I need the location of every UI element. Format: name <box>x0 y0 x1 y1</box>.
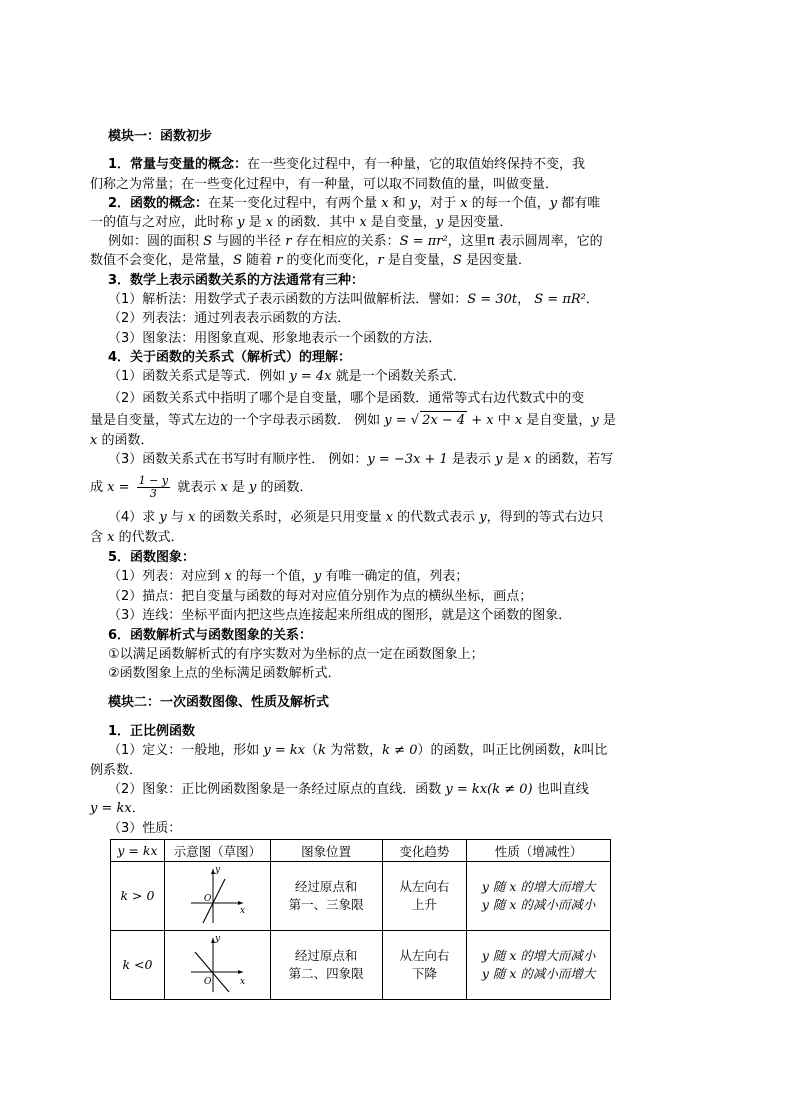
graph-cell <box>164 862 270 931</box>
p4-t: 的函数． <box>256 480 313 495</box>
var-x: x <box>381 196 389 211</box>
var-x: x <box>107 530 115 545</box>
img-line2 <box>90 800 145 817</box>
p2-t: 是 <box>244 215 266 230</box>
def-line1 <box>108 742 607 759</box>
img-line1 <box>108 781 589 798</box>
trend-cell <box>382 862 467 931</box>
p4-t: 是 <box>502 452 524 467</box>
header-cell: 图象位置 <box>270 840 382 862</box>
var-x: x <box>523 452 532 467</box>
cond-cell: k > 0 <box>111 862 165 931</box>
origin-label: O <box>204 893 212 904</box>
var-y: y <box>313 569 322 584</box>
formula-y-kx: y = kx <box>263 743 306 758</box>
property-cell <box>467 931 611 1000</box>
p4-t: 与 <box>166 510 189 525</box>
var-x: x <box>220 480 228 495</box>
p2-t: 随着 <box>241 253 277 268</box>
trend-cell <box>382 931 467 1000</box>
header-cell: y = kx <box>111 840 165 862</box>
trend-line2: 上升 <box>411 897 437 912</box>
var-x: x <box>188 510 196 525</box>
p4-item4-line2 <box>90 529 184 546</box>
p4-item3-line1 <box>108 451 613 468</box>
p4-t: ，得到的等式右边只 <box>486 510 604 525</box>
condition-k-nonzero: k ≠ 0 <box>382 743 418 758</box>
position-cell <box>270 931 382 1000</box>
var-x: x <box>224 569 232 584</box>
p2-t: 的函数．其中 <box>273 215 360 230</box>
axis-label-y: y <box>215 864 221 875</box>
p3-t: （1）解析法：用数学式子表示函数的方法叫做解析法．譬如： <box>108 292 468 307</box>
graph-cell <box>164 931 270 1000</box>
def-line2: 例系数． <box>90 763 143 778</box>
var-y: y <box>409 196 418 211</box>
position-line2: 第二、四象限 <box>288 966 364 981</box>
var-x: x <box>107 480 115 495</box>
var-y: y <box>159 510 167 525</box>
p4-t: 量是自变量，等式左边的一个字母表示函数． 例如 <box>90 413 385 428</box>
trend-line1: 从左向右 <box>399 948 450 963</box>
p5-item2: （2）描点：把自变量与函数的每对对应值分别作为点的横纵坐标，画点； <box>108 589 533 604</box>
table-header-row <box>111 840 611 862</box>
axis-label-y: y <box>215 933 221 944</box>
fraction <box>137 475 170 500</box>
fraction-numerator: 1 − y <box>138 474 169 487</box>
p4-item2-line3 <box>90 432 153 449</box>
position-line2: 第一、三象限 <box>288 897 364 912</box>
m2-t: （1）定义：一般地，形如 <box>108 743 264 758</box>
var-y: y <box>435 215 444 230</box>
p2-t: 是因变量． <box>443 215 513 230</box>
p6-heading: 6．函数解析式与函数图象的关系： <box>108 628 313 643</box>
p4-item3-line2 <box>90 475 312 500</box>
p5-item1 <box>108 568 468 585</box>
p5-heading: 5．函数图象： <box>108 550 196 565</box>
p5-t: 有唯一确定的值，列表； <box>321 569 469 584</box>
p2-t: 是因变量． <box>461 253 531 268</box>
table-row-k-negative <box>111 931 611 1000</box>
p4-t: 就是一个函数关系式． <box>331 369 466 384</box>
property-cell <box>467 862 611 931</box>
var-S: S <box>452 253 462 268</box>
props-label: （3）性质： <box>108 821 182 836</box>
p2-heading: 2．函数的概念： <box>108 196 209 211</box>
p2-t: 与圆的半径 <box>212 234 286 249</box>
p4-t: 的函数． <box>97 433 154 448</box>
p1-heading: 1．常量与变量的概念： <box>108 157 248 172</box>
p4-t: 中 <box>493 413 515 428</box>
p3-item1 <box>108 291 599 308</box>
fraction-denominator: 3 <box>149 487 157 500</box>
property-line2: y 随 x 的减小而减小 <box>481 897 596 912</box>
p4-item2-line2 <box>90 411 616 429</box>
p2-t: 都有唯 <box>557 196 601 211</box>
x-axis-arrow-icon <box>238 970 243 974</box>
p2-t: 的每一个值， <box>467 196 550 211</box>
var-x: x <box>90 433 98 448</box>
p4-t: 是 <box>227 480 249 495</box>
m2-t: ）的函数，叫正比例函数， <box>417 743 574 758</box>
graph-negative-slope <box>181 932 253 994</box>
p5-t: 的每一个值， <box>231 569 314 584</box>
m2-t: 叫比 <box>581 743 608 758</box>
p4-t: 就表示 <box>173 480 221 495</box>
var-S: S <box>233 253 242 268</box>
p2-t: 在某一变化过程中，有两个量 <box>208 196 382 211</box>
formula-sqrt: y = √ 2x − 4 + x <box>384 413 494 428</box>
p3-item3: （3）图象法：用图象直观、形象地表示一个函数的方法． <box>108 331 442 346</box>
p4-t: 含 <box>90 530 108 545</box>
var-x: x <box>385 510 393 525</box>
p4-t: 的代数式． <box>114 530 184 545</box>
header-cell: 变化趋势 <box>382 840 467 862</box>
var-y: y <box>237 215 245 230</box>
p3-heading: 3．数学上表示函数关系的方法通常有三种： <box>108 273 365 288</box>
p4-t: 是表示 <box>447 452 496 467</box>
var-y: y <box>248 480 257 495</box>
s1-heading: 1．正比例函数 <box>108 724 196 739</box>
p3-item2: （2）列表法：通过列表表示函数的方法． <box>108 311 351 326</box>
formula-sqrt-post: + x <box>467 413 494 428</box>
position-line1: 经过原点和 <box>294 948 358 963</box>
var-y: y <box>591 413 599 428</box>
p4-t: 的函数关系时，必须是只用变量 <box>195 510 386 525</box>
p2-t: 存在相应的关系： <box>291 234 400 249</box>
var-x: x <box>265 215 274 230</box>
graph-positive-slope <box>181 863 253 925</box>
p5-t: （1）列表：对应到 <box>108 569 225 584</box>
p4-t: 的代数式表示 <box>392 510 480 525</box>
p4-t: （1）函数关系式是等式．例如 <box>108 369 290 384</box>
p2-t: 例如：圆的面积 <box>108 234 204 249</box>
axis-label-x: x <box>240 905 246 916</box>
formula-s-piR2: S = πR² <box>534 292 586 307</box>
formula-y-kx: y = kx <box>90 801 132 816</box>
p2-t: ，这里π 表示圆周率，它的 <box>447 234 603 249</box>
var-x: x <box>514 413 523 428</box>
formula-sqrt-radicand: 2x − 4 <box>422 413 466 428</box>
p2-t: 的变化而变化， <box>282 253 378 268</box>
formula-circle-area: S = πr² <box>399 234 448 249</box>
p1-line1 <box>108 156 585 173</box>
formula-y-kx-k-nonzero: y = kx(k ≠ 0) <box>445 782 533 797</box>
var-y: y <box>495 452 503 467</box>
p2-line2 <box>90 214 512 231</box>
p2-example-line2 <box>90 252 531 269</box>
p4-t: 是自变量， <box>522 413 592 428</box>
formula-y-4x: y = 4x <box>289 369 332 384</box>
p6-item1: ①以满足函数解析式的有序实数对为坐标的点一定在函数图象上； <box>108 647 484 662</box>
p3-period: ． <box>585 292 599 307</box>
position-line1: 经过原点和 <box>294 879 358 894</box>
p4-item2-line1: （2）函数关系式中指明了哪个是自变量，哪个是函数．通常等式右边代数式中的变 <box>108 391 585 406</box>
p4-heading: 4．关于函数的关系式（解析式）的理解： <box>108 350 352 365</box>
p4-item1 <box>108 368 466 385</box>
position-cell <box>270 862 382 931</box>
m2-t: 也叫直线 <box>532 782 589 797</box>
p5-item3: （3）连线：坐标平面内把这些点连接起来所组成的图形，就是这个函数的图象． <box>108 608 572 623</box>
p2-t: 一的值与之对应，此时称 <box>90 215 238 230</box>
var-S: S <box>203 234 213 249</box>
formula-s-30t: S = 30t <box>467 292 518 307</box>
p2-t: 数值不会变化，是常量， <box>90 253 234 268</box>
m2-t: （ <box>305 743 319 758</box>
trend-line1: 从左向右 <box>399 879 450 894</box>
header-cell: 性质（增减性） <box>467 840 611 862</box>
table-row-k-positive <box>111 862 611 931</box>
properties-table <box>110 839 611 1000</box>
p2-t: 和 <box>388 196 410 211</box>
m2-t: 为常数， <box>326 743 383 758</box>
p2-line1 <box>108 195 600 212</box>
var-y: y <box>549 196 558 211</box>
p2-t: 是自变量， <box>383 253 453 268</box>
origin-label: O <box>204 976 212 987</box>
p1-text1: 在一些变化过程中，有一种量，它的取值始终保持不变，我 <box>247 157 586 172</box>
trend-line2: 下降 <box>411 966 437 981</box>
p2-t: ，对于 <box>417 196 461 211</box>
p4-t: （4）求 <box>108 510 160 525</box>
property-line1: y 随 x 的增大而减小 <box>481 948 596 963</box>
property-line2: y 随 x 的减小而增大 <box>481 966 596 981</box>
formula-sqrt-pre: y = <box>384 413 411 428</box>
p2-t: 是自变量， <box>366 215 436 230</box>
var-k: k <box>573 743 582 758</box>
header-cell: 示意图（草图） <box>164 840 270 862</box>
p4-t: 的函数，若写 <box>531 452 614 467</box>
p4-t: 成 <box>90 480 108 495</box>
p6-item2: ②函数图象上点的坐标满足函数解析式． <box>108 666 341 681</box>
m2-t: ． <box>131 801 145 816</box>
axis-label-x: x <box>240 976 246 987</box>
var-r: r <box>377 253 384 268</box>
property-line1: y 随 x 的增大而增大 <box>481 879 596 894</box>
module1-title: 模块一：函数初步 <box>108 129 213 144</box>
var-x: x <box>359 215 367 230</box>
x-axis-arrow-icon <box>238 901 243 905</box>
p2-example-line1 <box>108 233 603 250</box>
p4-t: 是 <box>598 413 616 428</box>
p3-sep: ， <box>517 292 535 307</box>
var-k: k <box>318 743 327 758</box>
cond-cell: k <0 <box>111 931 165 1000</box>
var-y: y <box>479 510 487 525</box>
m2-t: （2）图象：正比例函数图象是一条经过原点的直线．函数 <box>108 782 446 797</box>
p4-t: （3）函数关系式在书写时有顺序性． 例如： <box>108 452 368 467</box>
formula-x-fraction: x = <box>107 480 134 495</box>
var-r: r <box>276 253 283 268</box>
p1-line2: 们称之为常量；在一些变化过程中，有一种量，可以取不同数值的量，叫做变量． <box>90 177 559 192</box>
p4-item4-line1 <box>108 509 604 526</box>
module2-title: 模块二：一次函数图像、性质及解析式 <box>108 695 330 710</box>
formula-y-neg3x-plus1: y = −3x + 1 <box>367 452 448 467</box>
var-r: r <box>285 234 292 249</box>
var-x: x <box>460 196 468 211</box>
